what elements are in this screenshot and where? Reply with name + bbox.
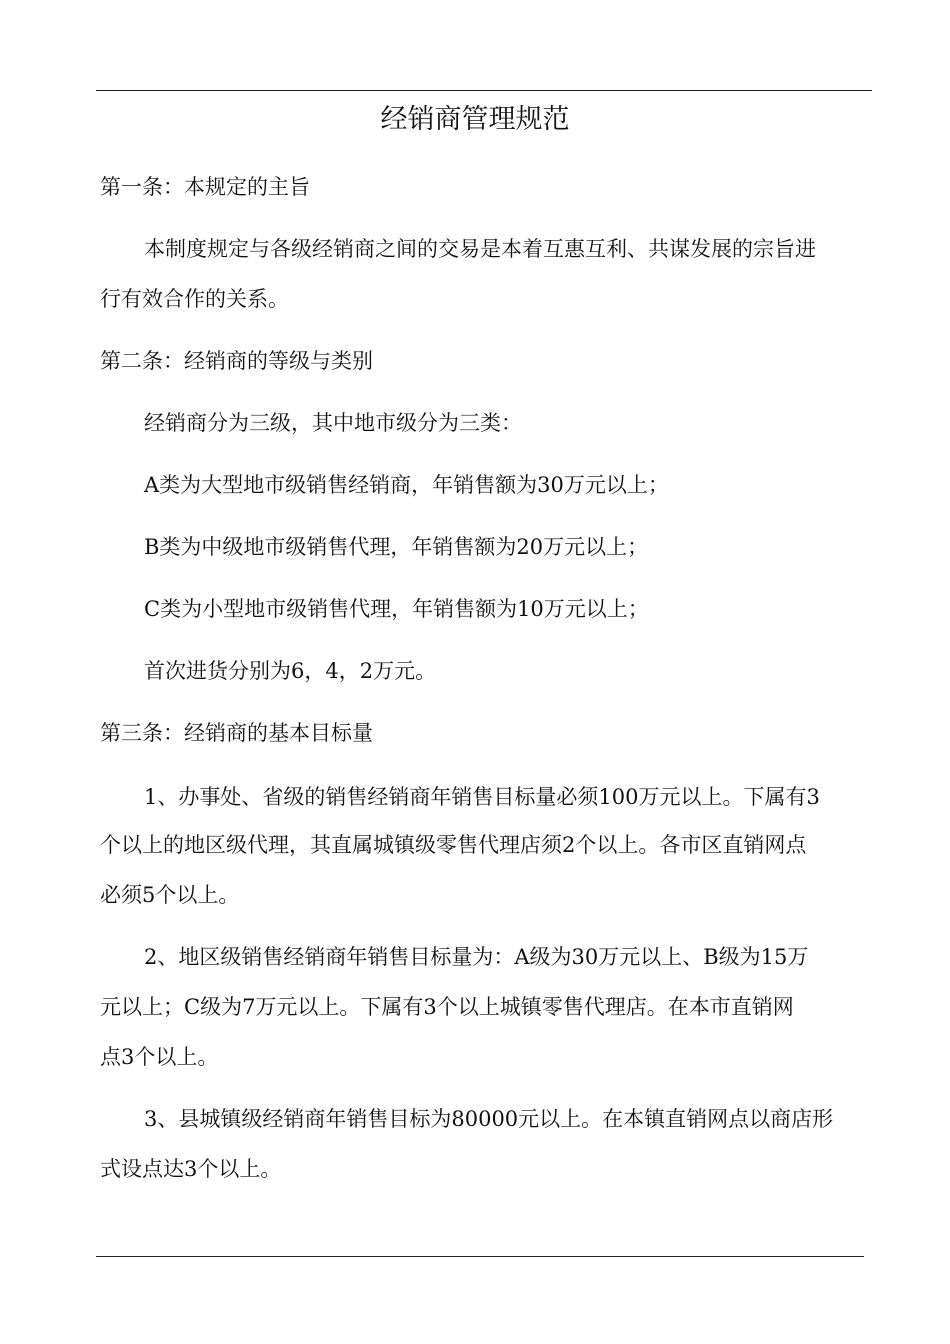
paragraph-line: 个以上的地区级代理，其直属城镇级零售代理店须2个以上。各市区直销网点 [100, 833, 807, 857]
paragraph-line: 必须5个以上。 [100, 883, 240, 907]
paragraph-line: 本制度规定与各级经销商之间的交易是本着互惠互利、共谋发展的宗旨进 [144, 237, 816, 261]
paragraph-line: A类为大型地市级销售经销商，年销售额为30万元以上； [144, 473, 669, 497]
paragraph-line: 式设点达3个以上。 [100, 1157, 282, 1181]
paragraph-line: C类为小型地市级销售代理，年销售额为10万元以上； [144, 597, 649, 621]
header-rule [96, 90, 872, 91]
paragraph-line: 行有效合作的关系。 [100, 287, 289, 311]
article-1-heading: 第一条：本规定的主旨 [100, 175, 310, 199]
paragraph-line: B类为中级地市级销售代理，年销售额为20万元以上； [144, 535, 649, 559]
article-3-heading: 第三条：经销商的基本目标量 [100, 721, 373, 745]
paragraph-line: 1、办事处、省级的销售经销商年销售目标量必须100万元以上。下属有3 [144, 785, 820, 809]
paragraph-line: 经销商分为三级，其中地市级分为三类： [144, 411, 522, 435]
paragraph-line: 首次进货分别为6，4，2万元。 [144, 659, 437, 683]
paragraph-line: 2、地区级销售经销商年销售目标量为：A级为30万元以上、B级为15万 [144, 945, 809, 969]
article-2-heading: 第二条：经销商的等级与类别 [100, 349, 373, 373]
paragraph-line: 点3个以上。 [100, 1045, 219, 1069]
footer-rule [96, 1256, 864, 1257]
paragraph-line: 元以上；C级为7万元以上。下属有3个以上城镇零售代理店。在本市直销网 [100, 995, 794, 1019]
document-title: 经销商管理规范 [380, 104, 570, 135]
paragraph-line: 3、县城镇级经销商年销售目标为80000元以上。在本镇直销网点以商店形 [144, 1107, 834, 1131]
